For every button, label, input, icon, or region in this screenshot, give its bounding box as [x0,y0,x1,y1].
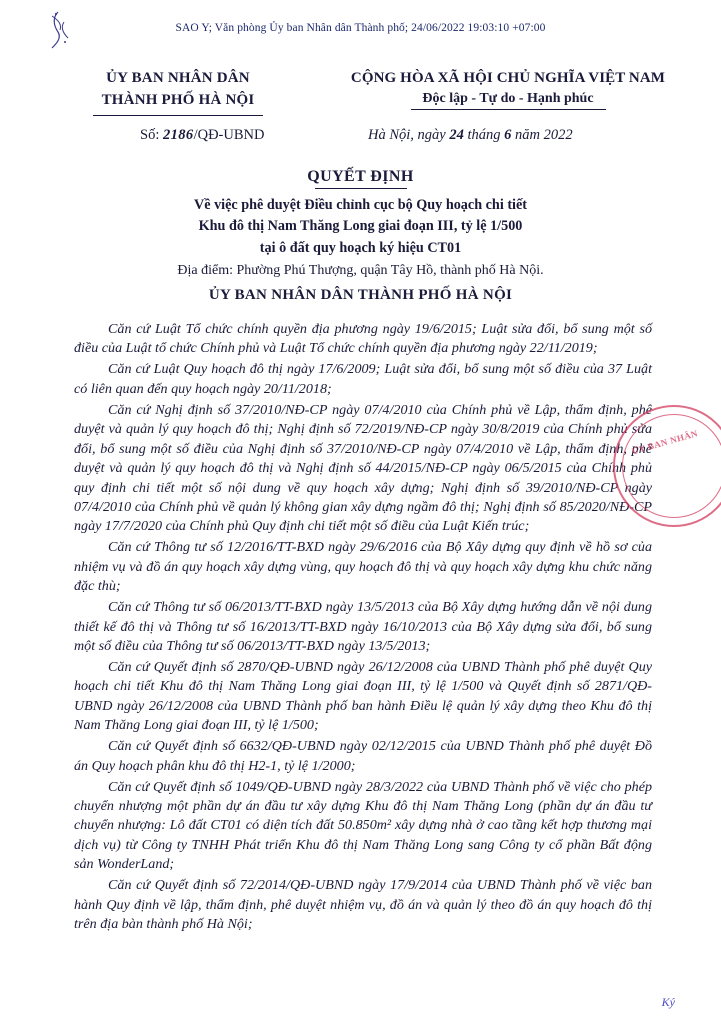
paragraph: Căn cứ Quyết định số 6632/QĐ-UBND ngày 02/12/2015 của UBND Thành phố phê duyệt Ðồ án Quy hoạch phân khu đô thị H2-1, tỷ lệ 1/2000; [74,738,652,774]
paragraph: Căn cứ Luật Tổ chức chính quyền địa phương ngày 19/6/2015; Luật sửa đổi, bổ sung một số điều của Luật tổ chức Chính phủ và Luật Tổ chức chính quyền địa phương ngày 22/11/2019; [74,321,652,357]
issue-year: 2022 [543,127,573,143]
title-line-3: tại ô đất quy hoạch ký hiệu CT01 [259,239,462,256]
country-name: CỘNG HÒA XÃ HỘI CHỦ NGHĨA VIỆT NAM [350,70,666,86]
document-number-value: 2186 [162,127,194,143]
month-label: tháng [467,127,501,143]
seal-inner-ring [622,414,721,518]
document-number-suffix: /QĐ-UBND [193,127,265,143]
issuing-authority [28,68,328,116]
seal-label: ỦY BAN NHÂN [630,428,700,457]
title-location: Địa điểm: Phường Phú Thượng, quận Tây Hồ, thành phố Hà Nội. [177,262,544,278]
paragraph: Căn cứ Thông tư số 06/2013/TT-BXD ngày 13/5/2013 của Bộ Xây dựng hướng dẫn về nội dung thiết kế đô thị và Thông tư số 16/2013/TT-BXD ngày 16/10/2013 của Bộ Xây dựng sửa đổi, bổ sung một số điều của Thông tư số 06/2013/TT-BXD ngày 13/5/2013; [74,599,652,654]
signature-mark: Ký [661,995,675,1009]
decision-heading-underline [315,188,407,189]
authority-line-1: ỦY BAN NHÂN DÂN [106,70,250,86]
issue-place: Hà Nội, ngày [368,127,446,143]
paragraph: Căn cứ Thông tư số 12/2016/TT-BXD ngày 29/6/2016 của Bộ Xây dựng quy định về hồ sơ của nhiệm vụ và đồ án quy hoạch xây dựng vùng, quy hoạch đô thị và quy hoạch xây dựng khu chức năng đặc thù; [74,539,652,595]
document-header [0,68,721,116]
year-label: năm [515,127,540,143]
title-block [0,168,721,281]
decision-issuer: ỦY BAN NHÂN DÂN THÀNH PHỐ HÀ NỘI [208,287,513,303]
paragraph: Căn cứ Quyết định số 2870/QĐ-UBND ngày 26/12/2008 của UBND Thành phố phê duyệt Quy hoạch chi tiết Khu đô thị Nam Thăng Long giai đoạn III, tỷ lệ 1/500 và Quyết định số 2871/QĐ-UBND ngày 26/12/2008 của UBND Thành phố ban hành Điều lệ quản lý xây dựng theo Khu đô thị Nam Thăng Long giai đoạn III, tỷ lệ 1/500; [74,658,652,734]
document-body [74,320,652,936]
document-number-label: Số: [140,127,160,143]
authority-line-2: THÀNH PHỐ HÀ NỘI [101,91,255,108]
issue-month: 6 [504,127,512,143]
issue-date [368,127,573,144]
document-number [140,127,264,144]
title-line-1: Về việc phê duyệt Điều chỉnh cục bộ Quy hoạch chi tiết [193,197,528,213]
decision-heading: QUYẾT ĐỊNH [307,168,414,185]
issue-day: 24 [449,127,464,143]
authority-underline [93,115,263,116]
motto-underline [411,109,606,110]
paragraph: Căn cứ Nghị định số 37/2010/NĐ-CP ngày 07/4/2010 của Chính phủ về Lập, thẩm định, phê duyệt và quản lý quy hoạch đô thị; Nghị định số 72/2019/NĐ-CP ngày 30/8/2019 của Chính phủ sửa đổi, bổ sung một số điều của Nghị định số 37/2010/NĐ-CP ngày 07/4/2010 về Lập, thẩm định, phê duyệt và quản lý quy hoạch đô thị và Nghị định số 44/2015/NĐ-CP ngày 06/5/2015 của Chính phủ quy định chi tiết một số nội dung về quy hoạch xây dựng; Nghị định số 39/2010/NĐ-CP ngày 07/4/2010 của Chính phủ về quản lý không gian xây dựng ngầm đô thị; Nghị định số 85/2020/NĐ-CP ngày 17/7/2020 của Chính phủ Quy định chi tiết một số điều của Luật Kiến trúc; [74,401,652,535]
paragraph: Căn cứ Quyết định số 1049/QĐ-UBND ngày 28/3/2022 của UBND Thành phố về việc cho phép chuyển nhượng một phần dự án đầu tư xây dựng Khu đô thị Nam Thăng Long (phần dự án đầu tư chuyển nhượng: Lô đất CT01 có diện tích đất 50.850m² xây dựng nhà ở cao tầng kết hợp thương mại dịch vụ) từ Công ty TNHH Phát triển Khu đô thị Nam Thăng Long sang Công ty cổ phần Bất động sản WonderLand; [74,778,652,873]
paragraph: Căn cứ Luật Quy hoạch đô thị ngày 17/6/2009; Luật sửa đổi, bổ sung một số điều của 37 Luật có liên quan đến quy hoạch ngày 20/11/2018; [74,361,652,397]
paragraph: Căn cứ Quyết định số 72/2014/QĐ-UBND ngày 17/9/2014 của UBND Thành phố về việc ban hành Quy định về lập, thẩm định, phê duyệt nhiệm vụ, đồ án và quản lý theo đồ án quy hoạch đô thị trên địa bàn thành phố Hà Nội; [74,877,652,933]
certified-copy-stamp-text: SAO Y; Văn phòng Ủy ban Nhân dân Thành phố; 24/06/2022 19:03:10 +07:00 [175,22,546,34]
title-line-2: Khu đô thị Nam Thăng Long giai đoạn III, tỷ lệ 1/500 [198,218,523,235]
national-heading [328,68,688,116]
national-motto: Độc lập - Tự do - Hạnh phúc [422,91,594,106]
